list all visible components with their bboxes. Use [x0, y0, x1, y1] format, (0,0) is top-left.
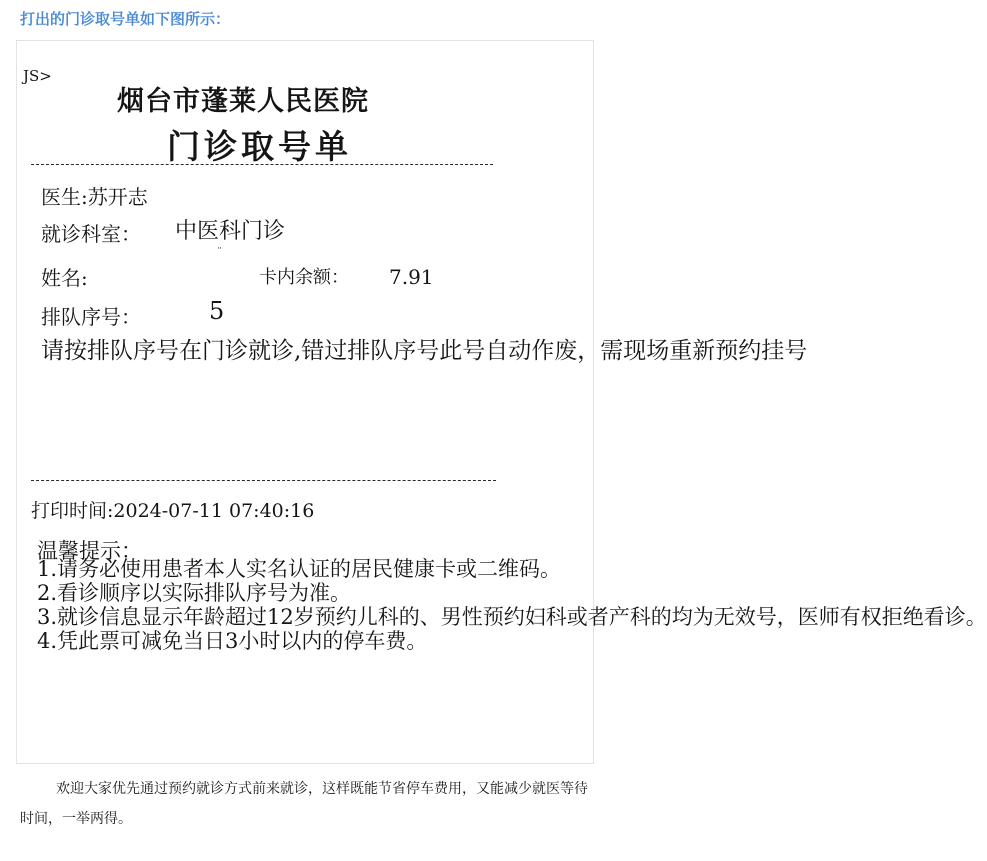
doctor-line: 医生:苏开志: [41, 185, 148, 209]
divider-top: [31, 164, 493, 165]
department-label: 就诊科室：: [41, 222, 141, 246]
footer-paragraph: 欢迎大家优先通过预约就诊方式前来就诊，这样既能节省停车费用，又能减少就医等待时间，一举两得。: [20, 781, 588, 827]
card-balance-value: 7.91: [389, 265, 434, 289]
card-balance-label: 卡内余额：: [259, 267, 349, 288]
queue-number-value: 5: [209, 297, 225, 325]
tip-item: 1.请务必使用患者本人实名认证的居民健康卡或二维码。: [37, 557, 562, 581]
hospital-name: 烟台市蓬莱人民医院: [117, 86, 369, 117]
print-time: 打印时间:2024-07-11 07:40:16: [31, 500, 315, 522]
queue-notice: 请按排队序号在门诊就诊,错过排队序号此号自动作废，需现场重新预约挂号: [41, 338, 808, 364]
department-value: 中医科门诊: [175, 219, 286, 244]
tip-item: 4.凭此票可减免当日3小时以内的停车费。: [37, 629, 428, 653]
tip-item: 2.看诊顺序以实际排队序号为准。: [37, 581, 352, 605]
tips-title: 温馨提示：: [37, 539, 142, 563]
patient-name-label: 姓名:: [41, 266, 88, 290]
tips-list: [37, 557, 987, 653]
divider-middle: [31, 480, 496, 481]
tip-item: 3.就诊信息显示年龄超过12岁预约儿科的、男性预约妇科或者产科的均为无效号，医师有权拒绝看诊。: [37, 605, 987, 629]
scan-mark: JS>: [23, 67, 52, 85]
ticket-title: 门诊取号单: [167, 127, 352, 166]
queue-number-label: 排队序号：: [41, 305, 141, 329]
page-heading: 打出的门诊取号单如下图所示：: [20, 10, 231, 28]
ticket-scan: [16, 40, 987, 764]
scan-speck: ¨: [217, 247, 222, 258]
